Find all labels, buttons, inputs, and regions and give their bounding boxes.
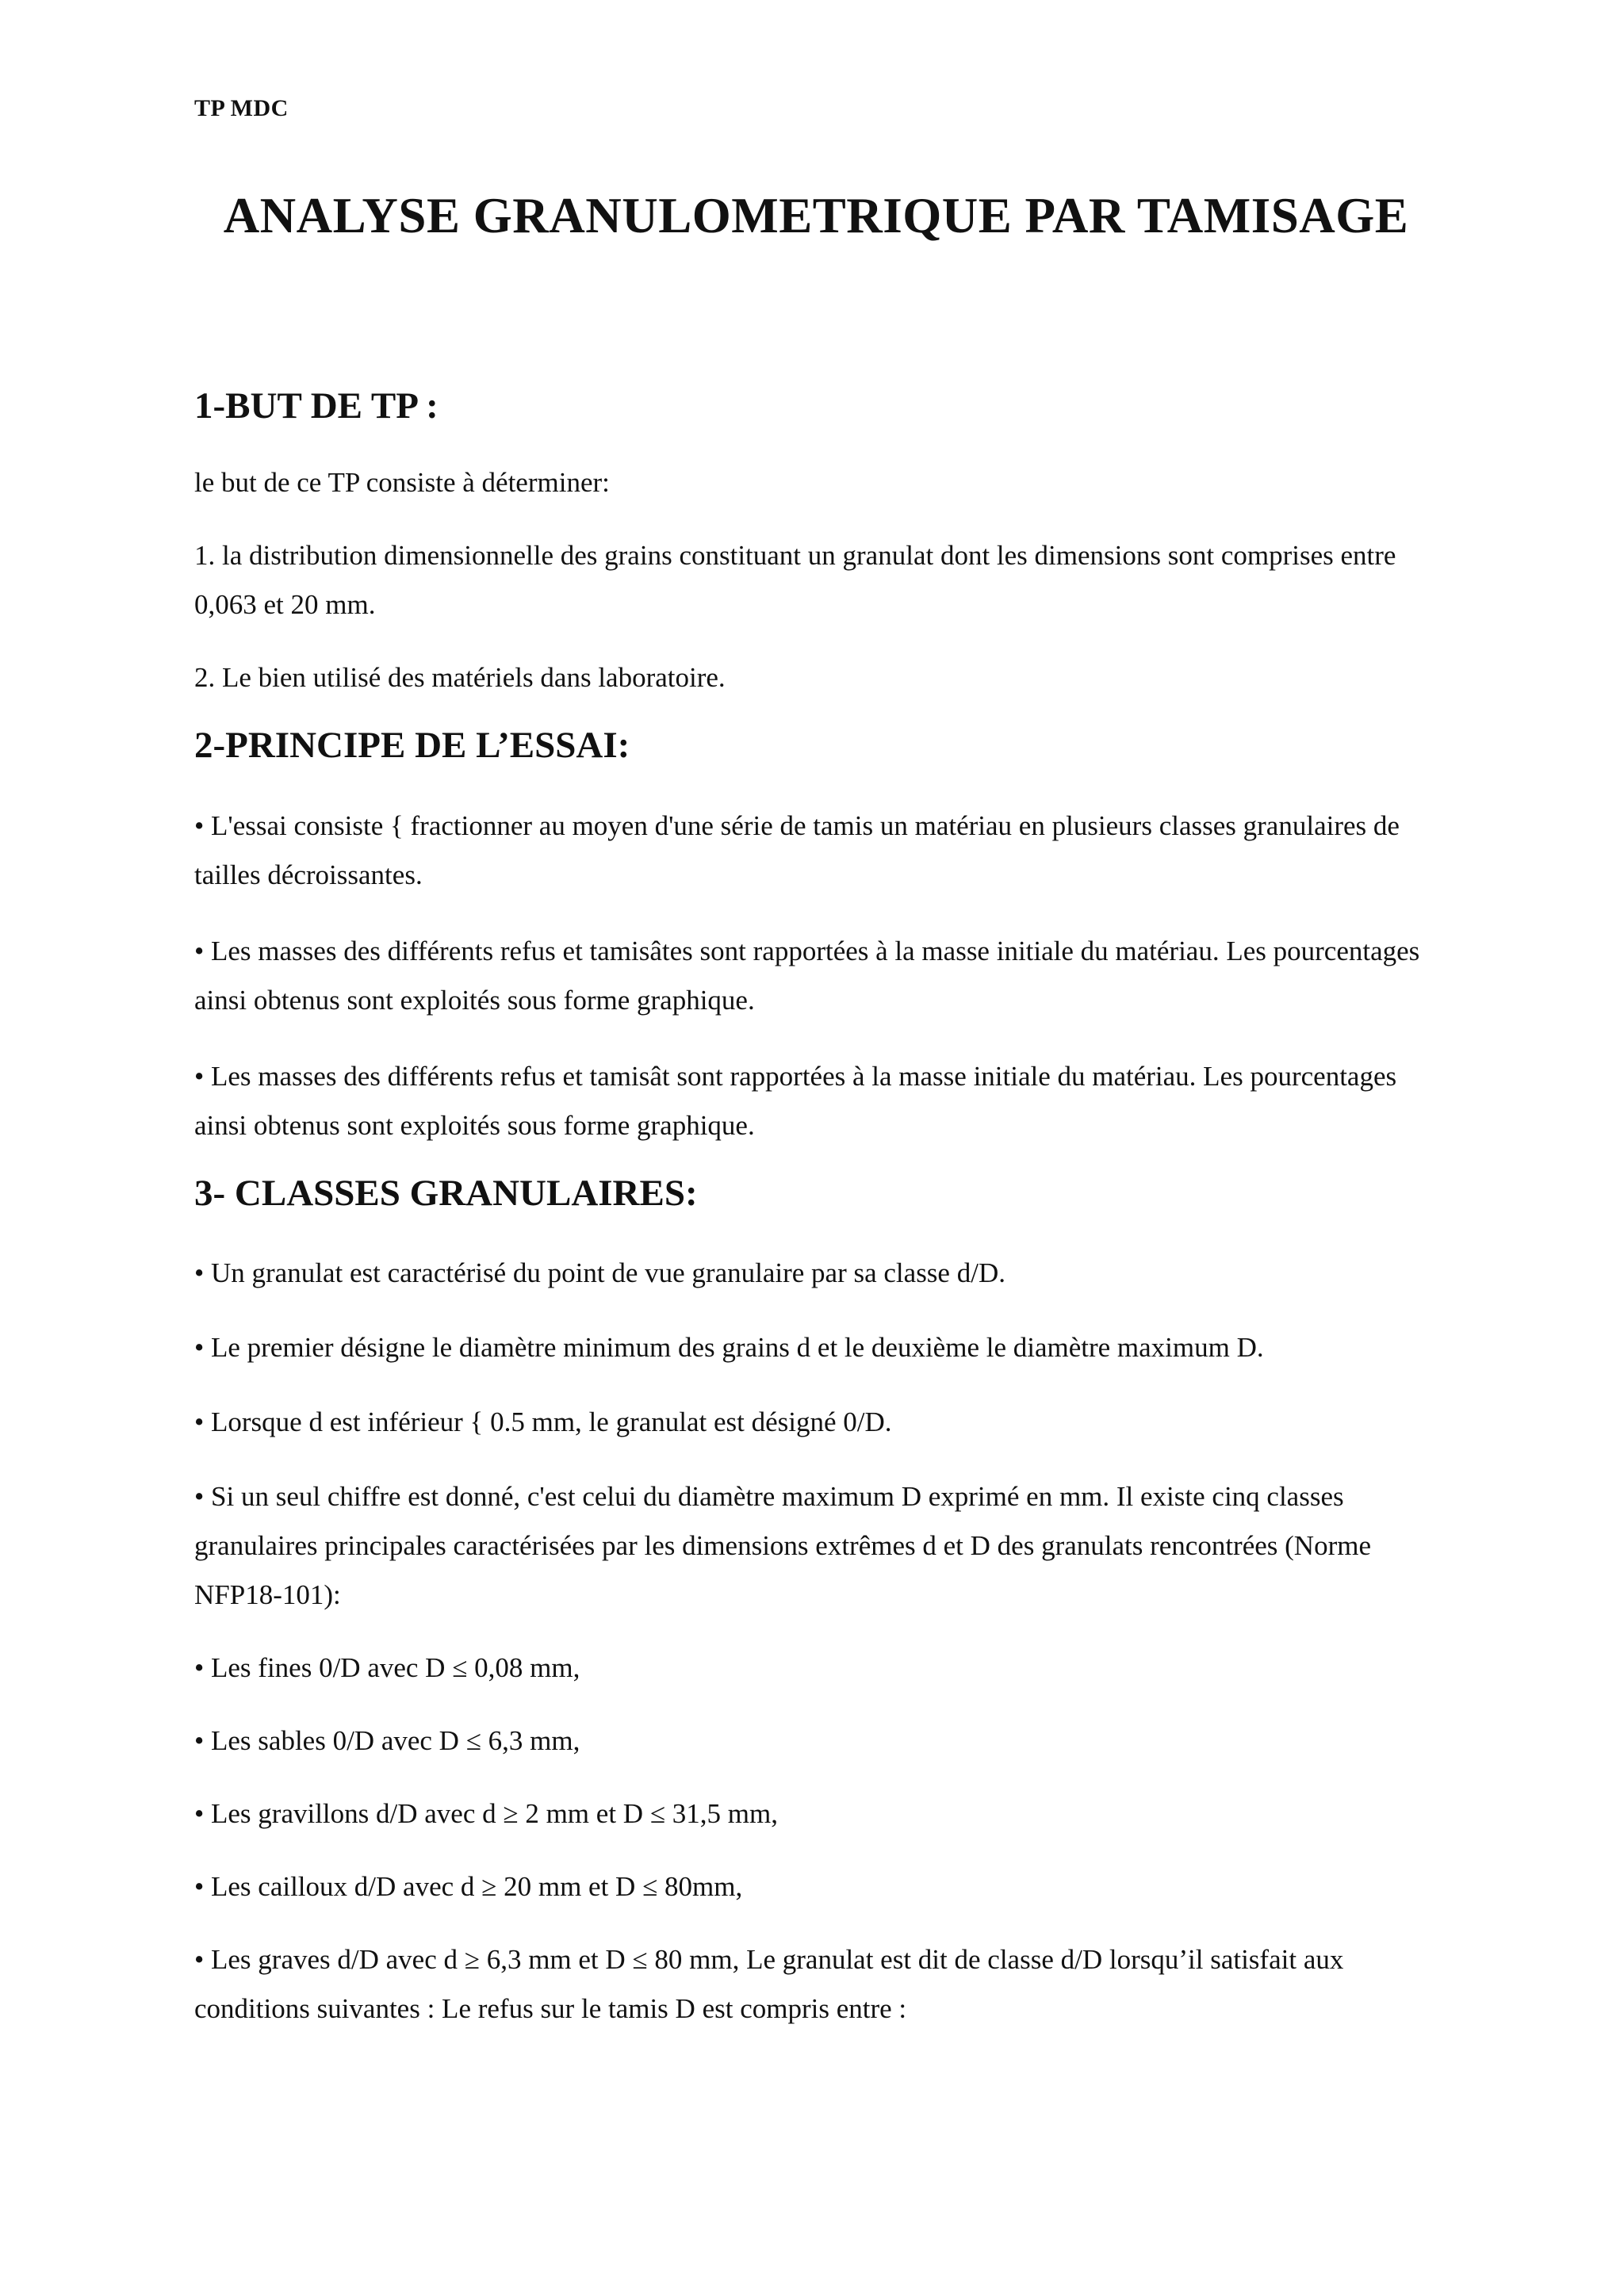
- paragraph-principe-2: • Les masses des différents refus et tamisâtes sont rapportées à la masse initiale du matériau. Les pourcentages ainsi obtenus sont exploités sous forme graphique.: [194, 935, 1420, 1016]
- paragraph-principe-3: • Les masses des différents refus et tamisât sont rapportées à la masse initiale du matériau. Les pourcentages ainsi obtenus sont exploités sous forme graphique.: [194, 1060, 1397, 1141]
- document-body: [194, 373, 1439, 2034]
- paragraph-but-item-1: 1. la distribution dimensionnelle des grains constituant un granulat dont les dimensions sont comprises entre 0,063 et 20 mm.: [194, 540, 1396, 621]
- list-item-gravillons: • Les gravillons d/D avec d ≥ 2 mm et D ≤ 31,5 mm,: [194, 1798, 778, 1830]
- paragraph-classes-4: • Si un seul chiffre est donné, c'est celui du diamètre maximum D exprimé en mm. Il existe cinq classes granulaires principales caractérisées par les dimensions extrêmes d et D des granulats rencontrées (Norme NFP18-101):: [194, 1481, 1371, 1611]
- paragraph-principe-1: • L'essai consiste { fractionner au moyen d'une série de tamis un matériau en plusieurs classes granulaires de tailles décroissantes.: [194, 809, 1400, 890]
- list-item-cailloux: • Les cailloux d/D avec d ≥ 20 mm et D ≤ 80mm,: [194, 1871, 743, 1903]
- paragraph-but-item-2: 2. Le bien utilisé des matériels dans laboratoire.: [194, 662, 726, 694]
- paragraph-but-intro: le but de ce TP consiste à déterminer:: [194, 467, 610, 499]
- list-item-fines: • Les fines 0/D avec D ≤ 0,08 mm,: [194, 1652, 580, 1684]
- list-item-graves: • Les graves d/D avec d ≥ 6,3 mm et D ≤ 80 mm, Le granulat est dit de classe d/D lorsqu’il satisfait aux conditions suivantes : Le refus sur le tamis D est compris entre :: [194, 1944, 1344, 2025]
- list-item-sables: • Les sables 0/D avec D ≤ 6,3 mm,: [194, 1725, 580, 1757]
- section-heading-but: 1-BUT DE TP :: [194, 385, 439, 427]
- section-heading-classes: 3- CLASSES GRANULAIRES:: [194, 1172, 698, 1214]
- section-heading-principe: 2-PRINCIPE DE L’ESSAI:: [194, 725, 630, 767]
- page-header: TP MDC: [194, 95, 289, 121]
- paragraph-classes-3: • Lorsque d est inférieur { 0.5 mm, le granulat est désigné 0/D.: [194, 1406, 892, 1438]
- paragraph-classes-1: • Un granulat est caractérisé du point de vue granulaire par sa classe d/D.: [194, 1257, 1005, 1289]
- paragraph-classes-2: • Le premier désigne le diamètre minimum des grains d et le deuxième le diamètre maximum D.: [194, 1332, 1264, 1364]
- document-title: ANALYSE GRANULOMETRIQUE PAR TAMISAGE: [223, 188, 1409, 243]
